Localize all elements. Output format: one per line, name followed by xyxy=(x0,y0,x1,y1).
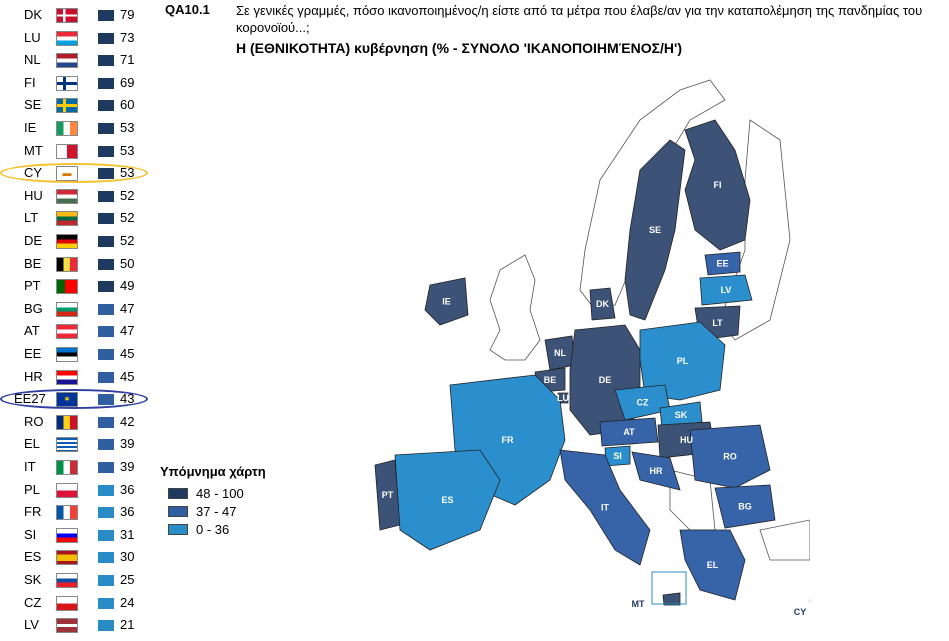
map-label-lv: LV xyxy=(720,285,732,295)
map-label-cz: CZ xyxy=(636,397,649,408)
ranking-row-ie xyxy=(0,117,160,139)
value-swatch xyxy=(98,236,114,247)
value-swatch xyxy=(98,100,114,111)
value-swatch xyxy=(98,326,114,337)
flag-icon-el xyxy=(56,437,78,452)
country-value: 50 xyxy=(120,255,135,271)
value-swatch xyxy=(98,439,114,450)
country-code: EE27 xyxy=(14,391,46,407)
country-value: 24 xyxy=(120,594,135,610)
country-value: 42 xyxy=(120,413,135,429)
country-code: PT xyxy=(24,278,41,294)
map-label-ro: RO xyxy=(723,451,737,462)
legend-label-medium: 37 - 47 xyxy=(196,504,237,519)
country-value: 39 xyxy=(120,459,135,474)
value-swatch xyxy=(98,146,114,157)
value-swatch xyxy=(98,485,114,496)
country-value: 73 xyxy=(120,29,135,45)
map-label-ie: IE xyxy=(442,296,451,307)
country-value: 49 xyxy=(120,278,135,294)
flag-icon-nl xyxy=(56,53,78,68)
value-swatch xyxy=(98,281,114,292)
value-swatch xyxy=(98,213,114,224)
map-label-lu: LU xyxy=(557,393,569,403)
ranking-row-el xyxy=(0,433,160,455)
flag-icon-be xyxy=(56,257,78,272)
country-value: 53 xyxy=(120,120,135,135)
value-swatch xyxy=(98,552,114,563)
country-code: EE xyxy=(24,346,42,361)
country-code: BE xyxy=(24,255,42,271)
flag-icon-si xyxy=(56,528,78,543)
ranking-row-cz xyxy=(0,592,160,614)
country-value: 45 xyxy=(120,368,135,384)
country-value: 36 xyxy=(120,481,135,497)
value-swatch xyxy=(98,78,114,89)
flag-icon-ee27: ✶ xyxy=(56,392,78,407)
value-swatch xyxy=(98,123,114,134)
country-code: SK xyxy=(24,572,42,587)
value-swatch xyxy=(98,304,114,315)
flag-icon-es xyxy=(56,550,78,565)
legend-title: Υπόμνημα χάρτη xyxy=(160,464,266,479)
country-code: DK xyxy=(24,7,43,22)
map-label-hr: HR xyxy=(649,466,663,476)
legend-swatch-high xyxy=(168,488,188,499)
country-code: FR xyxy=(24,504,42,520)
flag-icon-at xyxy=(56,324,78,339)
country-ranking-list xyxy=(0,0,160,641)
country-value: 36 xyxy=(120,504,135,520)
flag-icon-dk xyxy=(56,8,78,23)
country-value: 21 xyxy=(120,617,135,633)
legend-swatch-low xyxy=(168,524,188,535)
country-code: RO xyxy=(24,413,44,429)
country-value: 47 xyxy=(120,300,135,316)
map-label-nl: NL xyxy=(554,348,566,358)
flag-icon-pl xyxy=(56,483,78,498)
ranking-row-de xyxy=(0,230,160,252)
flag-icon-ro xyxy=(56,415,78,430)
country-code: CY xyxy=(24,165,43,181)
flag-icon-lu xyxy=(56,31,78,46)
country-code: SE xyxy=(24,97,42,113)
flag-icon-ie xyxy=(56,121,78,136)
country-code: NL xyxy=(24,52,41,68)
country-value: 43 xyxy=(120,391,135,407)
country-code: ES xyxy=(24,549,42,565)
ranking-row-hr xyxy=(0,366,160,388)
map-label-el: EL xyxy=(706,560,719,570)
flag-icon-lv xyxy=(56,618,78,633)
ranking-row-se xyxy=(0,94,160,116)
country-code: EL xyxy=(24,436,40,452)
ranking-row-at xyxy=(0,320,160,342)
value-swatch xyxy=(98,462,114,473)
map-label-at: AT xyxy=(623,427,635,437)
country-code: IT xyxy=(24,459,36,474)
country-value: 52 xyxy=(120,210,135,226)
legend-item-medium xyxy=(160,503,280,521)
country-value: 52 xyxy=(120,187,135,203)
flag-icon-fi xyxy=(56,76,78,91)
value-swatch xyxy=(98,191,114,202)
country-code: CZ xyxy=(24,594,42,610)
country-code: PL xyxy=(24,481,40,497)
flag-icon-it xyxy=(56,460,78,475)
europe-choropleth-map xyxy=(340,60,810,620)
value-swatch xyxy=(98,507,114,518)
legend-label-low: 0 - 36 xyxy=(196,522,230,537)
flag-icon-lt xyxy=(56,211,78,226)
value-swatch xyxy=(98,349,114,360)
country-value: 53 xyxy=(120,142,135,158)
flag-icon-hr xyxy=(56,370,78,385)
map-label-it: IT xyxy=(601,502,609,513)
flag-icon-pt xyxy=(56,279,78,294)
legend-item-high xyxy=(160,485,280,503)
country-value: 71 xyxy=(120,52,135,68)
ranking-row-be xyxy=(0,253,160,275)
flag-icon-sk xyxy=(56,573,78,588)
ranking-row-hu xyxy=(0,185,160,207)
ranking-row-es xyxy=(0,546,160,568)
question-code: QA10.1 xyxy=(165,2,210,17)
ranking-row-ro xyxy=(0,411,160,433)
value-swatch xyxy=(98,55,114,66)
map-label-pl: PL xyxy=(676,356,689,366)
value-swatch xyxy=(98,598,114,609)
country-value: 60 xyxy=(120,97,135,113)
value-swatch xyxy=(98,575,114,586)
country-code: SI xyxy=(24,526,37,542)
map-label-be: BE xyxy=(543,375,557,385)
map-label-bg: BG xyxy=(738,501,752,512)
ranking-row-lv xyxy=(0,614,160,636)
ranking-row-dk xyxy=(0,4,160,26)
ranking-row-pt xyxy=(0,275,160,297)
ranking-row-lu xyxy=(0,27,160,49)
ranking-row-fi xyxy=(0,72,160,94)
flag-icon-bg xyxy=(56,302,78,317)
legend-swatch-medium xyxy=(168,506,188,517)
value-swatch xyxy=(98,33,114,44)
flag-icon-ee xyxy=(56,347,78,362)
ranking-row-it xyxy=(0,456,160,478)
map-country-mt xyxy=(663,593,680,605)
map-label-pt: PT xyxy=(381,490,394,500)
map-label-sk: SK xyxy=(674,410,688,420)
country-code: IE xyxy=(24,120,37,135)
country-code: AT xyxy=(24,323,40,339)
flag-icon-se xyxy=(56,98,78,113)
ranking-row-ee xyxy=(0,343,160,365)
map-label-si: SI xyxy=(613,451,622,461)
legend-item-low xyxy=(160,521,280,539)
map-label-es: ES xyxy=(441,495,454,505)
value-swatch xyxy=(98,417,114,428)
question-subtitle: Η (ΕΘΝΙΚΟΤΗΤΑ) κυβέρνηση (% - ΣΥΝΟΛΟ 'ΙΚΑΝΟΠΟΙΗΜΈΝΟΣ/Η') xyxy=(236,40,683,56)
map-label-de: DE xyxy=(598,375,612,385)
country-code: BG xyxy=(24,300,43,316)
country-code: HU xyxy=(24,187,43,203)
map-label-mt: MT xyxy=(631,599,645,609)
map-label-ee: EE xyxy=(716,258,729,269)
map-label-fi: FI xyxy=(713,180,722,190)
map-label-se: SE xyxy=(648,225,662,235)
flag-icon-cz xyxy=(56,596,78,611)
ranking-row-bg xyxy=(0,298,160,320)
country-value: 30 xyxy=(120,549,135,565)
flag-icon-fr xyxy=(56,505,78,520)
country-value: 39 xyxy=(120,436,135,452)
ranking-row-lt xyxy=(0,207,160,229)
country-value: 69 xyxy=(120,74,135,90)
question-text: Σε γενικές γραμμές, πόσο ικανοποιημένος/η είστε από τα μέτρα που έλαβε/αν για την καταπολέμηση της πανδημίας του κορονοϊού...; xyxy=(236,3,923,35)
value-swatch xyxy=(98,10,114,21)
map-label-fr: FR xyxy=(501,435,514,445)
country-code: HR xyxy=(24,368,43,384)
country-value: 25 xyxy=(120,572,135,587)
country-value: 47 xyxy=(120,323,135,339)
ranking-row-nl xyxy=(0,49,160,71)
country-value: 31 xyxy=(120,526,135,542)
map-label-cy: CY xyxy=(793,607,807,617)
country-code: LU xyxy=(24,29,41,45)
country-code: LT xyxy=(24,210,39,226)
ranking-row-pl xyxy=(0,479,160,501)
map-label-lt: LT xyxy=(712,318,723,328)
ranking-row-si xyxy=(0,524,160,546)
map-label-hu: HU xyxy=(680,435,693,445)
value-swatch xyxy=(98,259,114,270)
value-swatch xyxy=(98,530,114,541)
country-code: FI xyxy=(24,74,36,90)
map-label-dk: DK xyxy=(596,299,609,309)
country-value: 79 xyxy=(120,7,135,22)
ranking-row-fr xyxy=(0,501,160,523)
ranking-row-mt xyxy=(0,140,160,162)
country-value: 52 xyxy=(120,233,135,248)
country-value: 53 xyxy=(120,165,135,181)
country-value: 45 xyxy=(120,346,135,361)
country-code: LV xyxy=(24,617,39,633)
flag-icon-de xyxy=(56,234,78,249)
value-swatch xyxy=(98,620,114,631)
map-legend xyxy=(160,464,280,539)
flag-icon-hu xyxy=(56,189,78,204)
country-code: MT xyxy=(24,142,43,158)
country-code: DE xyxy=(24,233,43,248)
flag-icon-cy: ▬ xyxy=(56,166,78,181)
value-swatch xyxy=(98,372,114,383)
flag-icon-mt xyxy=(56,144,78,159)
legend-label-high: 48 - 100 xyxy=(196,486,244,501)
ranking-row-sk xyxy=(0,569,160,591)
